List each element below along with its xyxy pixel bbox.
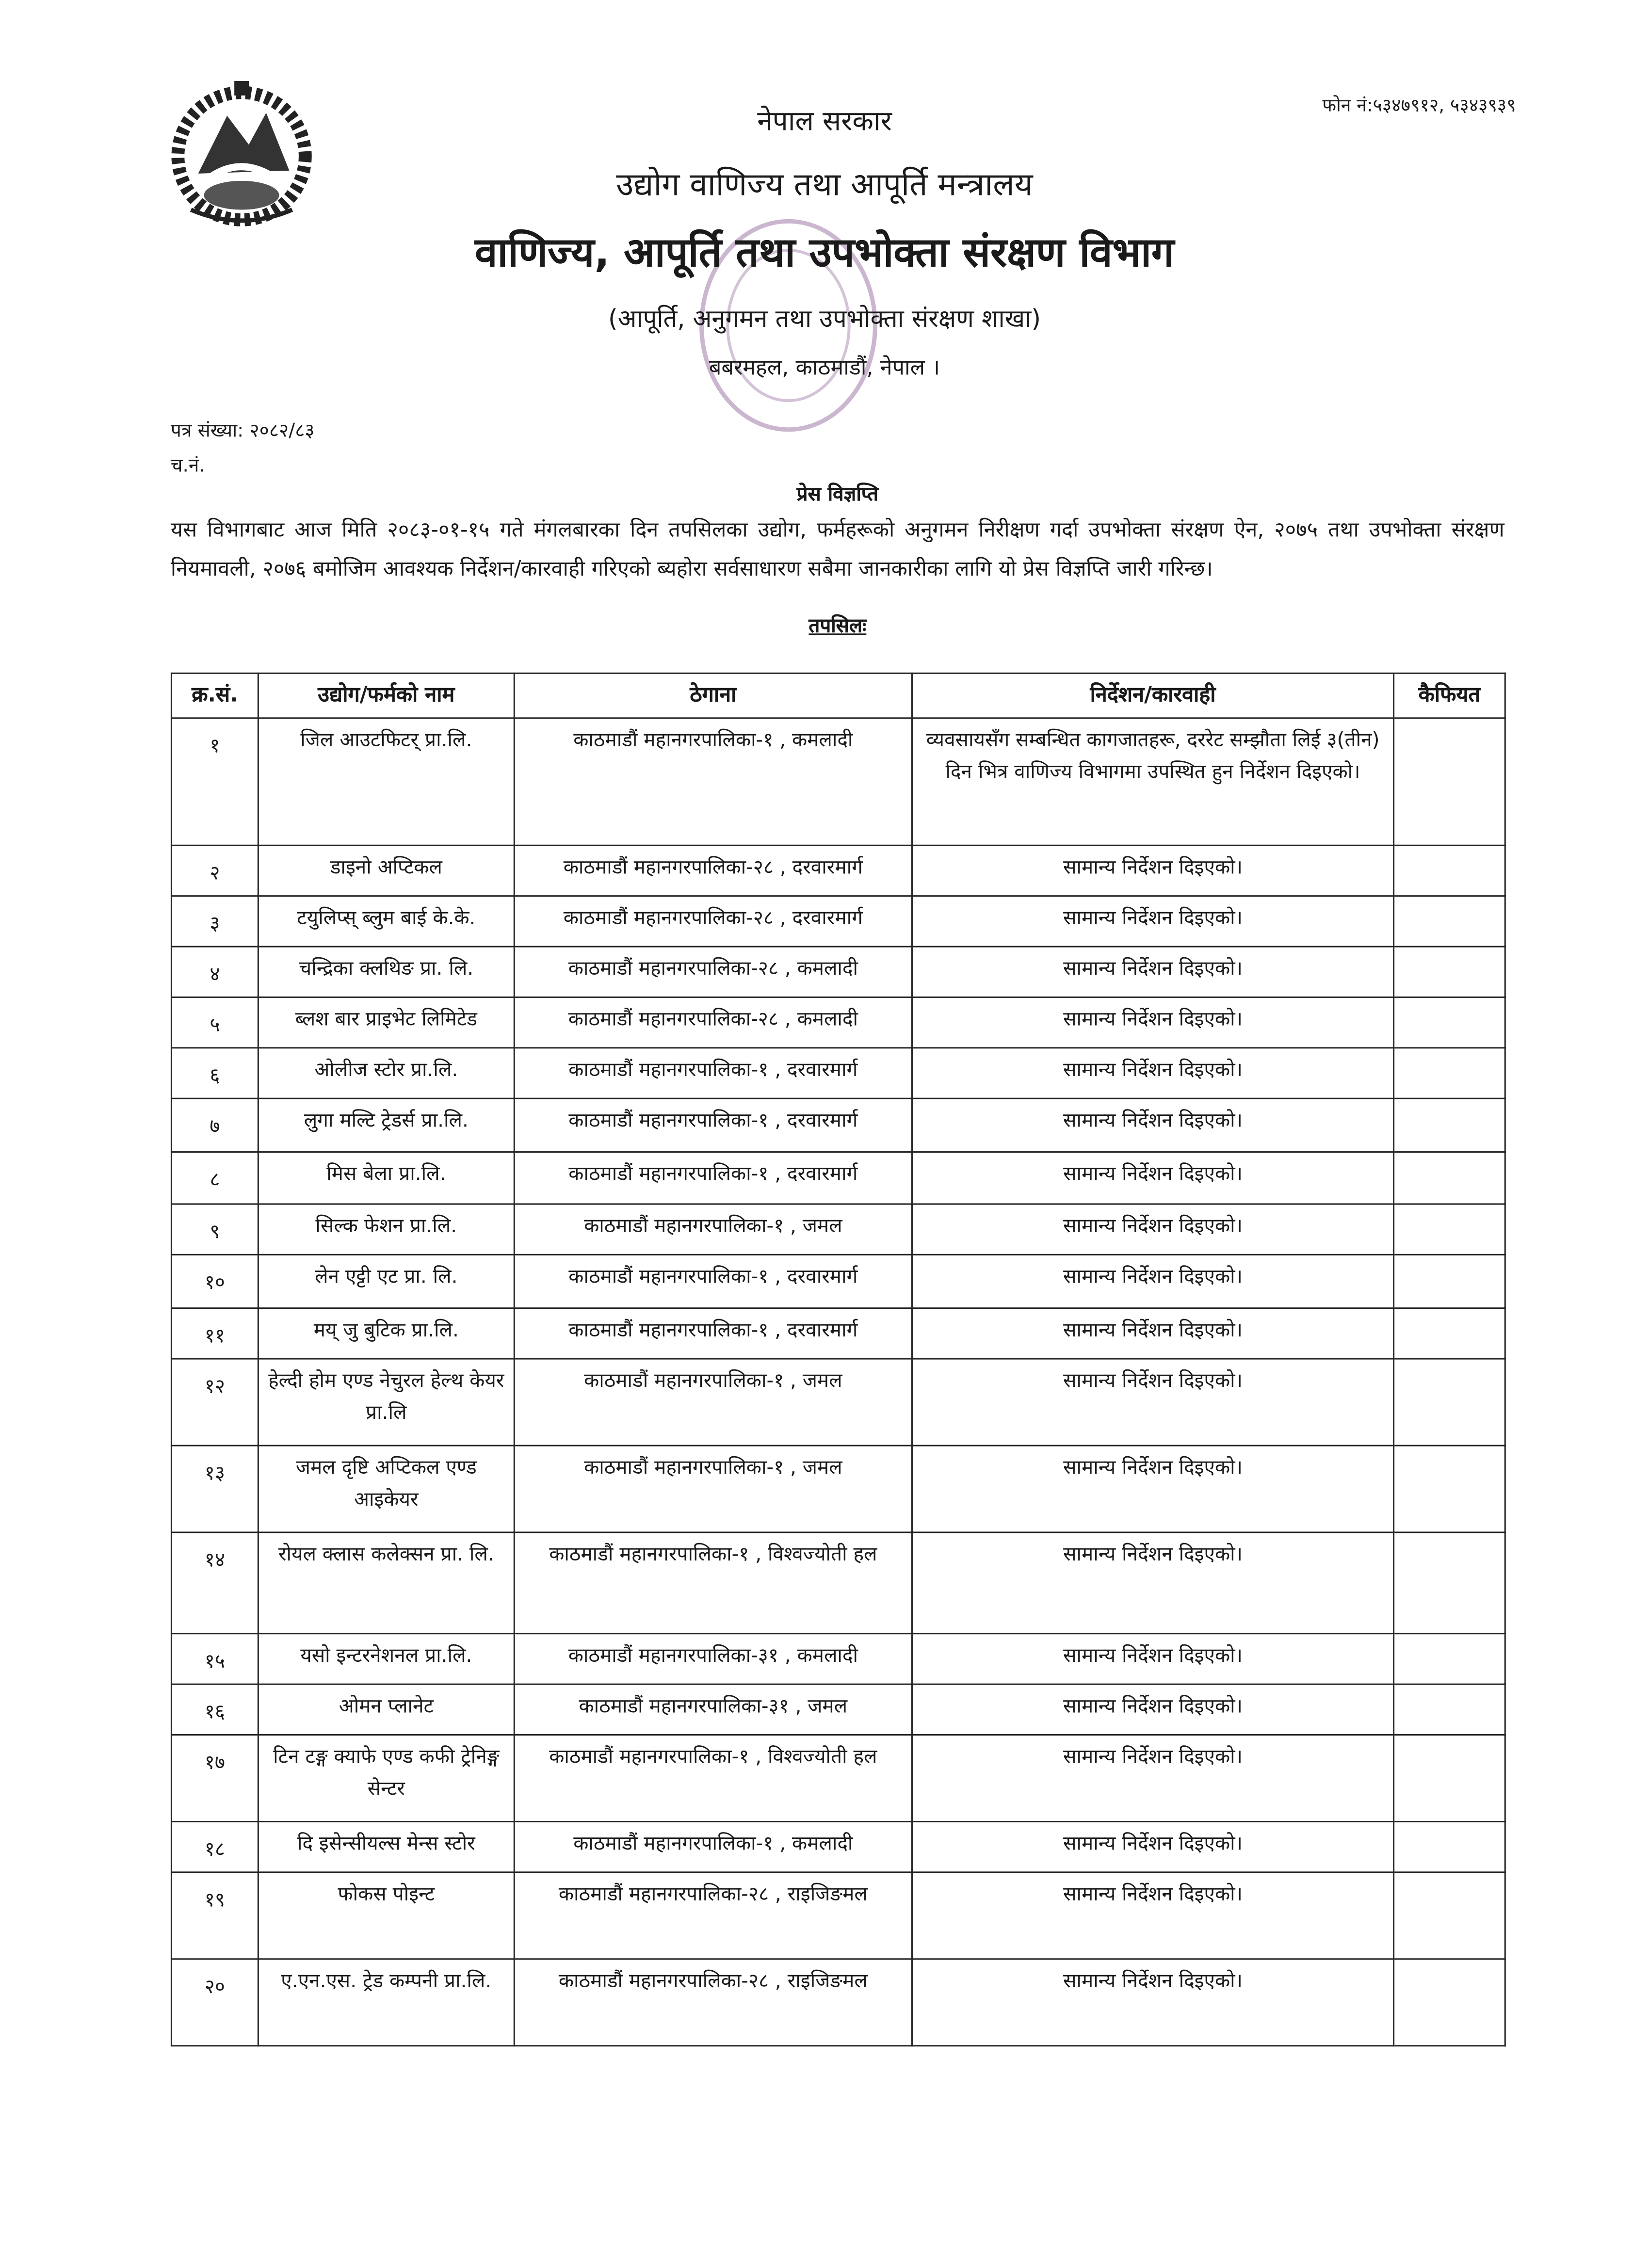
row-serial: १: [171, 718, 258, 845]
inspection-table: [171, 673, 1506, 2046]
press-release-content: [171, 480, 1504, 2046]
row-remarks: [1394, 1359, 1505, 1446]
row-remarks: [1394, 1048, 1505, 1098]
table-row: [171, 896, 1505, 947]
table-row: [171, 1359, 1505, 1446]
row-firm-name: जमल दृष्टि अप्टिकल एण्ड आइकेयर: [258, 1446, 514, 1532]
header-firm-name: उद्योग/फर्मको नाम: [258, 673, 514, 718]
body-text: यस विभागबाट आज मिति २०८३-०१-१५ गते मंगलबारका दिन तपसिलका उद्योग, फर्महरूको अनुगमन निरीक्षण गर्दा उपभोक्ता संरक्षण ऐन, २०७५ तथा उपभोक्ता संरक्षण नियमावली, २०७६ बमोजिम आवश्यक निर्देशन/कारवाही गरिएको ब्यहोरा सर्वसाधारण सबैमा जानकारीका लागि यो प्रेस विज्ञप्ति जारी गरिन्छ।: [170, 519, 1504, 581]
press-release-title: प्रेस विज्ञप्ति: [796, 483, 879, 506]
row-address: काठमाडौं महानगरपालिका-१ , जमल: [514, 1446, 912, 1532]
row-address: काठमाडौं महानगरपालिका-१ , दरवारमार्ग: [514, 1152, 912, 1204]
table-row: [171, 1446, 1505, 1532]
row-address: काठमाडौं महानगरपालिका-१ , कमलादी: [514, 718, 912, 845]
row-remarks: [1394, 1204, 1505, 1255]
row-firm-name: सिल्क फेशन प्रा.लि.: [258, 1204, 514, 1255]
row-serial: २: [171, 845, 258, 896]
row-action: सामान्य निर्देशन दिइएको।: [912, 1359, 1393, 1446]
table-row: [171, 1152, 1505, 1204]
row-serial: १८: [171, 1821, 258, 1872]
row-serial: ९: [171, 1204, 258, 1255]
row-firm-name: टिन टङ्ग क्याफे एण्ड कफी ट्रेनिङ्ग सेन्टर: [258, 1735, 514, 1822]
row-serial: १०: [171, 1255, 258, 1308]
row-action: सामान्य निर्देशन दिइएको।: [912, 1532, 1393, 1634]
table-row: [171, 1532, 1505, 1634]
row-action: सामान्य निर्देशन दिइएको।: [912, 1959, 1393, 2046]
table-row: [171, 1684, 1505, 1735]
row-serial: ६: [171, 1048, 258, 1098]
table-row: [171, 1959, 1505, 2046]
government-name: नेपाल सरकार: [757, 105, 892, 138]
row-action: सामान्य निर्देशन दिइएको।: [912, 1446, 1393, 1532]
row-remarks: [1394, 718, 1505, 845]
table-row: [171, 1048, 1505, 1098]
reference-number: पत्र संख्या: २०८२/८३: [170, 420, 315, 443]
row-serial: २०: [171, 1959, 258, 2046]
row-serial: ८: [171, 1152, 258, 1204]
row-firm-name: मय् जु बुटिक प्रा.लि.: [258, 1308, 514, 1359]
row-action: सामान्य निर्देशन दिइएको।: [912, 1255, 1393, 1308]
row-address: काठमाडौं महानगरपालिका-१ , जमल: [514, 1359, 912, 1446]
row-remarks: [1394, 1255, 1505, 1308]
row-action: सामान्य निर्देशन दिइएको।: [912, 1308, 1393, 1359]
header-address: ठेगाना: [514, 673, 912, 718]
table-row: [171, 1204, 1505, 1255]
table-row: [171, 947, 1505, 997]
table-header-row: [171, 673, 1505, 718]
row-action: सामान्य निर्देशन दिइएको।: [912, 896, 1393, 947]
row-remarks: [1394, 1532, 1505, 1634]
ministry-name: उद्योग वाणिज्य तथा आपूर्ति मन्त्रालय: [616, 167, 1033, 204]
row-address: काठमाडौं महानगरपालिका-१ , दरवारमार्ग: [514, 1048, 912, 1098]
header-serial: क्र.सं.: [171, 673, 258, 718]
row-address: काठमाडौं महानगरपालिका-१ , दरवारमार्ग: [514, 1255, 912, 1308]
row-firm-name: ए.एन.एस. ट्रेड कम्पनी प्रा.लि.: [258, 1959, 514, 2046]
row-firm-name: मिस बेला प्रा.लि.: [258, 1152, 514, 1204]
row-firm-name: डाइनो अप्टिकल: [258, 845, 514, 896]
row-serial: १२: [171, 1359, 258, 1446]
department-name: वाणिज्य, आपूर्ति तथा उपभोक्ता संरक्षण विभाग: [475, 228, 1174, 276]
row-firm-name: लुगा मल्टि ट्रेडर्स प्रा.लि.: [258, 1098, 514, 1152]
header-action: निर्देशन/कारवाही: [912, 673, 1393, 718]
schedule-title: तपसिलः: [808, 614, 867, 638]
row-firm-name: फोकस पोइन्ट: [258, 1872, 514, 1959]
table-row: [171, 718, 1505, 845]
phone-number: फोन नं:५३४७९१२, ५३४३९३९: [1322, 94, 1516, 116]
row-address: काठमाडौं महानगरपालिका-१ , कमलादी: [514, 1821, 912, 1872]
row-action: सामान्य निर्देशन दिइएको।: [912, 1048, 1393, 1098]
table-row: [171, 1735, 1505, 1822]
row-remarks: [1394, 947, 1505, 997]
row-action: सामान्य निर्देशन दिइएको।: [912, 997, 1393, 1047]
row-address: काठमाडौं महानगरपालिका-२८ , राइजिङमल: [514, 1872, 912, 1959]
dispatch-number: च.नं.: [170, 455, 205, 478]
row-serial: ११: [171, 1308, 258, 1359]
row-firm-name: टयुलिप्स् ब्लुम बाई के.के.: [258, 896, 514, 947]
row-address: काठमाडौं महानगरपालिका-२८ , दरवारमार्ग: [514, 845, 912, 896]
row-action: सामान्य निर्देशन दिइएको।: [912, 1735, 1393, 1822]
row-firm-name: रोयल क्लास कलेक्सन प्रा. लि.: [258, 1532, 514, 1634]
row-action: सामान्य निर्देशन दिइएको।: [912, 1872, 1393, 1959]
row-address: काठमाडौं महानगरपालिका-३१ , जमल: [514, 1684, 912, 1735]
row-firm-name: हेल्दी होम एण्ड नेचुरल हेल्थ केयर प्रा.लि: [258, 1359, 514, 1446]
row-address: काठमाडौं महानगरपालिका-१ , दरवारमार्ग: [514, 1098, 912, 1152]
row-remarks: [1394, 896, 1505, 947]
table-row: [171, 1255, 1505, 1308]
row-firm-name: चन्द्रिका क्लथिङ प्रा. लि.: [258, 947, 514, 997]
row-firm-name: ओलीज स्टोर प्रा.लि.: [258, 1048, 514, 1098]
row-action: व्यवसायसँग सम्बन्धित कागजातहरू, दररेट सम्झौता लिई ३(तीन) दिन भित्र वाणिज्य विभागमा उपस्थित हुन निर्देशन दिइएको।: [912, 718, 1393, 845]
row-address: काठमाडौं महानगरपालिका-१ , विश्वज्योती हल: [514, 1735, 912, 1822]
row-address: काठमाडौं महानगरपालिका-३१ , कमलादी: [514, 1634, 912, 1684]
row-action: सामान्य निर्देशन दिइएको।: [912, 1152, 1393, 1204]
row-serial: १४: [171, 1532, 258, 1634]
row-action: सामान्य निर्देशन दिइएको।: [912, 947, 1393, 997]
row-firm-name: ब्लश बार प्राइभेट लिमिटेड: [258, 997, 514, 1047]
row-remarks: [1394, 1735, 1505, 1822]
row-remarks: [1394, 1152, 1505, 1204]
row-serial: १९: [171, 1872, 258, 1959]
row-firm-name: दि इसेन्सीयल्स मेन्स स्टोर: [258, 1821, 514, 1872]
row-remarks: [1394, 997, 1505, 1047]
row-action: सामान्य निर्देशन दिइएको।: [912, 1204, 1393, 1255]
office-address: बबरमहल, काठमाडौं, नेपाल ।: [709, 354, 940, 381]
row-remarks: [1394, 1446, 1505, 1532]
row-remarks: [1394, 1821, 1505, 1872]
row-remarks: [1394, 1098, 1505, 1152]
row-remarks: [1394, 1959, 1505, 2046]
row-firm-name: ओमन प्लानेट: [258, 1684, 514, 1735]
row-serial: ७: [171, 1098, 258, 1152]
nepal-emblem-icon: [162, 72, 321, 231]
table-row: [171, 1872, 1505, 1959]
row-address: काठमाडौं महानगरपालिका-१ , जमल: [514, 1204, 912, 1255]
row-remarks: [1394, 1634, 1505, 1684]
table-row: [171, 1634, 1505, 1684]
table-row: [171, 1308, 1505, 1359]
row-action: सामान्य निर्देशन दिइएको।: [912, 845, 1393, 896]
row-serial: १६: [171, 1684, 258, 1735]
press-release-body: [171, 512, 1504, 589]
row-serial: ४: [171, 947, 258, 997]
row-serial: १५: [171, 1634, 258, 1684]
row-serial: ३: [171, 896, 258, 947]
row-action: सामान्य निर्देशन दिइएको।: [912, 1634, 1393, 1684]
table-row: [171, 845, 1505, 896]
row-firm-name: लेन एट्टी एट प्रा. लि.: [258, 1255, 514, 1308]
row-address: काठमाडौं महानगरपालिका-२८ , कमलादी: [514, 997, 912, 1047]
table-row: [171, 1098, 1505, 1152]
row-firm-name: यसो इन्टरनेशनल प्रा.लि.: [258, 1634, 514, 1684]
row-remarks: [1394, 1872, 1505, 1959]
row-serial: ५: [171, 997, 258, 1047]
row-firm-name: जिल आउटफिटर् प्रा.लि.: [258, 718, 514, 845]
row-remarks: [1394, 1684, 1505, 1735]
row-address: काठमाडौं महानगरपालिका-२८ , कमलादी: [514, 947, 912, 997]
table-row: [171, 997, 1505, 1047]
row-serial: १३: [171, 1446, 258, 1532]
row-action: सामान्य निर्देशन दिइएको।: [912, 1821, 1393, 1872]
row-action: सामान्य निर्देशन दिइएको।: [912, 1684, 1393, 1735]
table-row: [171, 1821, 1505, 1872]
branch-name: (आपूर्ति, अनुगमन तथा उपभोक्ता संरक्षण शाखा): [608, 305, 1041, 334]
row-remarks: [1394, 1308, 1505, 1359]
row-address: काठमाडौं महानगरपालिका-२८ , दरवारमार्ग: [514, 896, 912, 947]
row-serial: १७: [171, 1735, 258, 1822]
row-action: सामान्य निर्देशन दिइएको।: [912, 1098, 1393, 1152]
row-remarks: [1394, 845, 1505, 896]
row-address: काठमाडौं महानगरपालिका-१ , विश्वज्योती हल: [514, 1532, 912, 1634]
row-address: काठमाडौं महानगरपालिका-२८ , राइजिङमल: [514, 1959, 912, 2046]
header-remarks: कैफियत: [1394, 673, 1505, 718]
row-address: काठमाडौं महानगरपालिका-१ , दरवारमार्ग: [514, 1308, 912, 1359]
